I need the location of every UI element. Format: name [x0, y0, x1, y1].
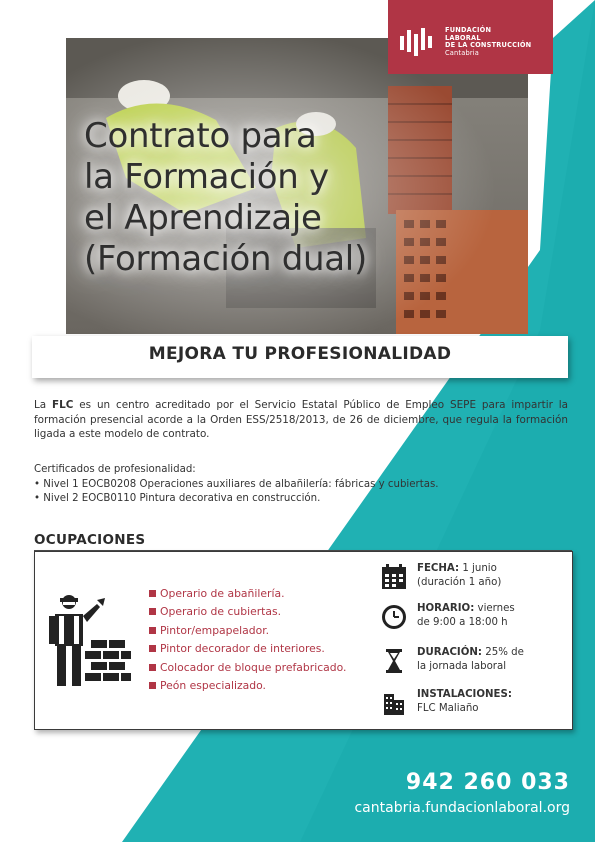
logo-line-3: DE LA CONSTRUCCIÓN — [445, 41, 532, 50]
tagline: MEJORA TU PROFESIONALIDAD — [148, 344, 452, 364]
hero-title-line-4: (Formación dual) — [84, 239, 367, 279]
intro-paragraph — [34, 398, 568, 442]
flc-logo — [388, 0, 553, 74]
occupations-box — [34, 551, 573, 730]
intro-text: es un centro acreditado por el Servicio Estatal Público de Empleo SEPE para impartir la formación presencial acorde a la Orden ESS/2518/2013, de 26 de diciembre, que regula la formación ligada a este modelo de contrato. — [34, 399, 568, 440]
bullet-square-icon — [149, 590, 156, 597]
bullet-square-icon — [149, 664, 156, 671]
occupation-label: Operario de cubiertas. — [160, 605, 282, 619]
occupation-label: Peón especializado. — [160, 679, 266, 693]
hero-photo — [66, 38, 528, 334]
fecha-detail — [417, 562, 501, 590]
certificate-item: • Nivel 1 EOCB0208 Operaciones auxiliares de albañilería: fábricas y cubiertas. — [34, 478, 439, 490]
fecha-value: 1 junio — [459, 563, 497, 574]
intro-prefix: La — [34, 399, 53, 411]
logo-text — [445, 27, 531, 57]
duracion-note: la jornada laboral — [417, 661, 507, 672]
logo-line-4: Cantabria — [445, 48, 480, 57]
horario-detail — [417, 602, 515, 630]
website-link[interactable]: cantabria.fundacionlaboral.org — [354, 800, 570, 816]
calendar-icon — [381, 564, 407, 590]
logo-bars-icon — [400, 28, 434, 56]
logo-line-2: LABORAL — [445, 33, 481, 42]
bullet-square-icon — [149, 608, 156, 615]
instalaciones-label: INSTALACIONES: — [417, 689, 512, 700]
horario-hours: de 9:00 a 18:00 h — [417, 617, 508, 628]
tagline-banner — [32, 336, 568, 378]
occupations-heading: OCUPACIONES — [34, 532, 146, 548]
occupation-label: Pintor decorador de interiores. — [160, 642, 325, 656]
hero-title-line-1: Contrato para — [84, 116, 317, 156]
fecha-label: FECHA: — [417, 563, 460, 574]
phone-number[interactable]: 942 260 033 — [405, 770, 570, 795]
bullet-square-icon — [149, 645, 156, 652]
occupations-list — [149, 585, 346, 695]
list-item — [149, 677, 346, 695]
hero-title-line-3: el Aprendizaje — [84, 198, 322, 238]
hourglass-icon — [381, 648, 407, 674]
certificates-heading: Certificados de profesionalidad: — [34, 464, 196, 475]
instalaciones-place: FLC Maliaño — [417, 703, 479, 714]
duracion-value: 25% de — [482, 647, 524, 658]
horario-label: HORARIO: — [417, 603, 475, 614]
duracion-detail — [417, 646, 524, 674]
duracion-label: DURACIÓN: — [417, 647, 482, 658]
instalaciones-detail — [417, 688, 512, 716]
hero-title — [84, 116, 367, 280]
list-item — [149, 640, 346, 658]
occupation-label: Pintor/empapelador. — [160, 623, 270, 637]
list-item — [149, 585, 346, 603]
list-item — [149, 603, 346, 621]
occupation-label: Colocador de bloque prefabricado. — [160, 660, 347, 674]
bullet-square-icon — [149, 627, 156, 634]
bullet-square-icon — [149, 682, 156, 689]
intro-flc: FLC — [52, 399, 74, 411]
worker-bricks-icon — [47, 594, 133, 688]
certificate-item: • Nivel 2 EOCB0110 Pintura decorativa en construcción. — [34, 493, 321, 504]
horario-value: viernes — [474, 603, 515, 614]
occupation-label: Operario de abañilería. — [160, 587, 285, 600]
fecha-duration: (duración 1 año) — [417, 577, 502, 588]
hero-title-line-2: la Formación y — [84, 157, 329, 197]
logo-line-1: FUNDACIÓN — [445, 26, 492, 34]
certificates — [34, 463, 568, 507]
list-item — [149, 622, 346, 640]
building-icon — [381, 690, 407, 716]
list-item — [149, 659, 346, 677]
clock-icon — [381, 604, 407, 630]
